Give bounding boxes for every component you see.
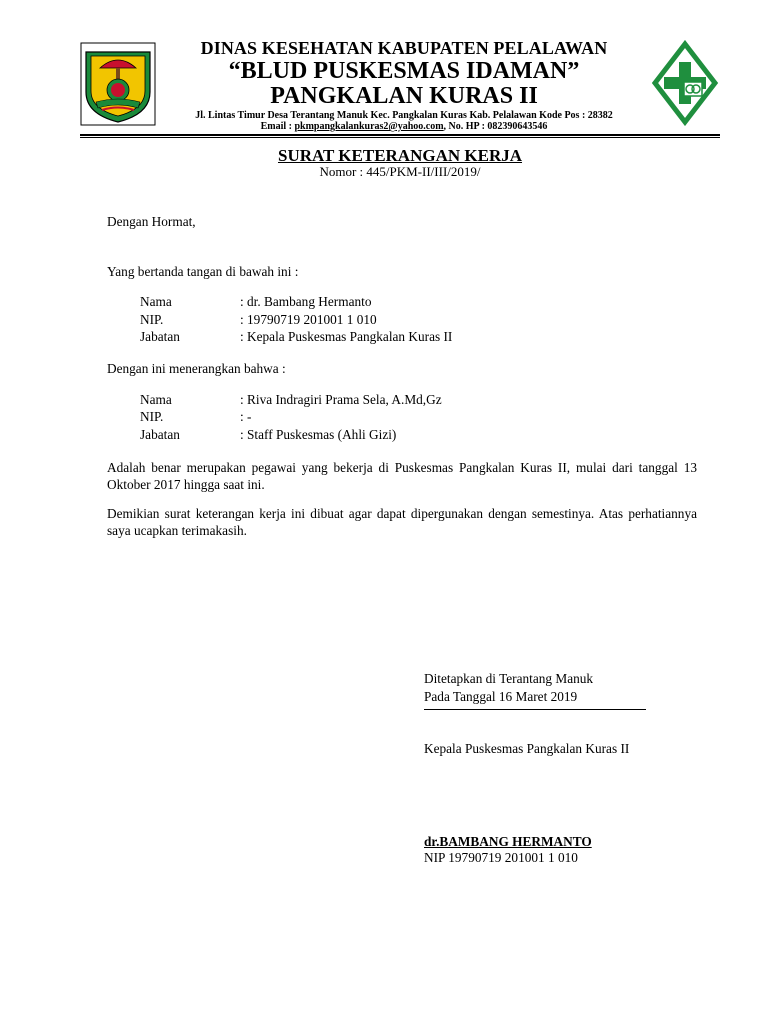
- signature-position: Kepala Puskesmas Pangkalan Kuras II: [424, 741, 630, 756]
- signer-nip: NIP 19790719 201001 1 010: [424, 850, 578, 865]
- address-line: Jl. Lintas Timur Desa Terantang Manuk Kec. Pangkalan Kuras Kab. Pelalawan Kode Pos : 28382: [195, 110, 613, 121]
- employee-position-value: : Staff Puskesmas (Ahli Gizi): [240, 427, 397, 442]
- institution-location: PANGKALAN KURAS II: [270, 83, 538, 109]
- phone-text: , No. HP : 082390643546: [443, 121, 548, 132]
- body-paragraph-1: Adalah benar merupakan pegawai yang bekerja di Puskesmas Pangkalan Kuras II, mulai dari tanggal 13 Oktober 2017 hingga saat ini.: [107, 460, 697, 492]
- signer-name-label: Nama: [140, 294, 172, 309]
- letter-number: Nomor : 445/PKM-II/III/2019/: [319, 164, 481, 179]
- regency-crest-icon: [80, 42, 156, 126]
- employee-name-label: Nama: [140, 392, 172, 407]
- signer-nip-value: : 19790719 201001 1 010: [240, 312, 377, 327]
- employee-nip-label: NIP.: [140, 409, 164, 424]
- email-link[interactable]: pkmpangkalankuras2@yahoo.com: [294, 121, 444, 132]
- header-divider: [80, 134, 720, 136]
- signature-date: Pada Tanggal 16 Maret 2019: [424, 689, 578, 704]
- signer-name: dr.BAMBANG HERMANTO: [424, 834, 592, 849]
- employee-nip-value: : -: [240, 409, 252, 424]
- header-divider-thin: [80, 137, 720, 138]
- puskesmas-cross-icon: [651, 40, 719, 126]
- employee-name-value: : Riva Indragiri Prama Sela, A.Md,Gz: [240, 392, 442, 407]
- agency-name: DINAS KESEHATAN KABUPATEN PELALAWAN: [200, 38, 608, 58]
- signature-divider: [424, 709, 646, 710]
- intro-text: Yang bertanda tangan di bawah ini :: [107, 264, 299, 279]
- statement-text: Dengan ini menerangkan bahwa :: [107, 361, 286, 376]
- institution-name: “BLUD PUSKESMAS IDAMAN”: [228, 58, 580, 84]
- letter-title: SURAT KETERANGAN KERJA: [277, 146, 523, 165]
- employee-position-label: Jabatan: [140, 427, 180, 442]
- signer-name-value: : dr. Bambang Hermanto: [240, 294, 372, 309]
- contact-line: [160, 121, 648, 132]
- greeting: Dengan Hormat,: [107, 214, 196, 229]
- signer-nip-label: NIP.: [140, 312, 164, 327]
- signer-position-value: : Kepala Puskesmas Pangkalan Kuras II: [240, 329, 453, 344]
- signature-place: Ditetapkan di Terantang Manuk: [424, 671, 594, 686]
- email-label: Email :: [260, 121, 295, 132]
- body-paragraph-2: Demikian surat keterangan kerja ini dibuat agar dapat dipergunakan dengan semestinya. Atas perhatiannya saya ucapkan terimakasih.: [107, 506, 697, 538]
- signer-position-label: Jabatan: [140, 329, 180, 344]
